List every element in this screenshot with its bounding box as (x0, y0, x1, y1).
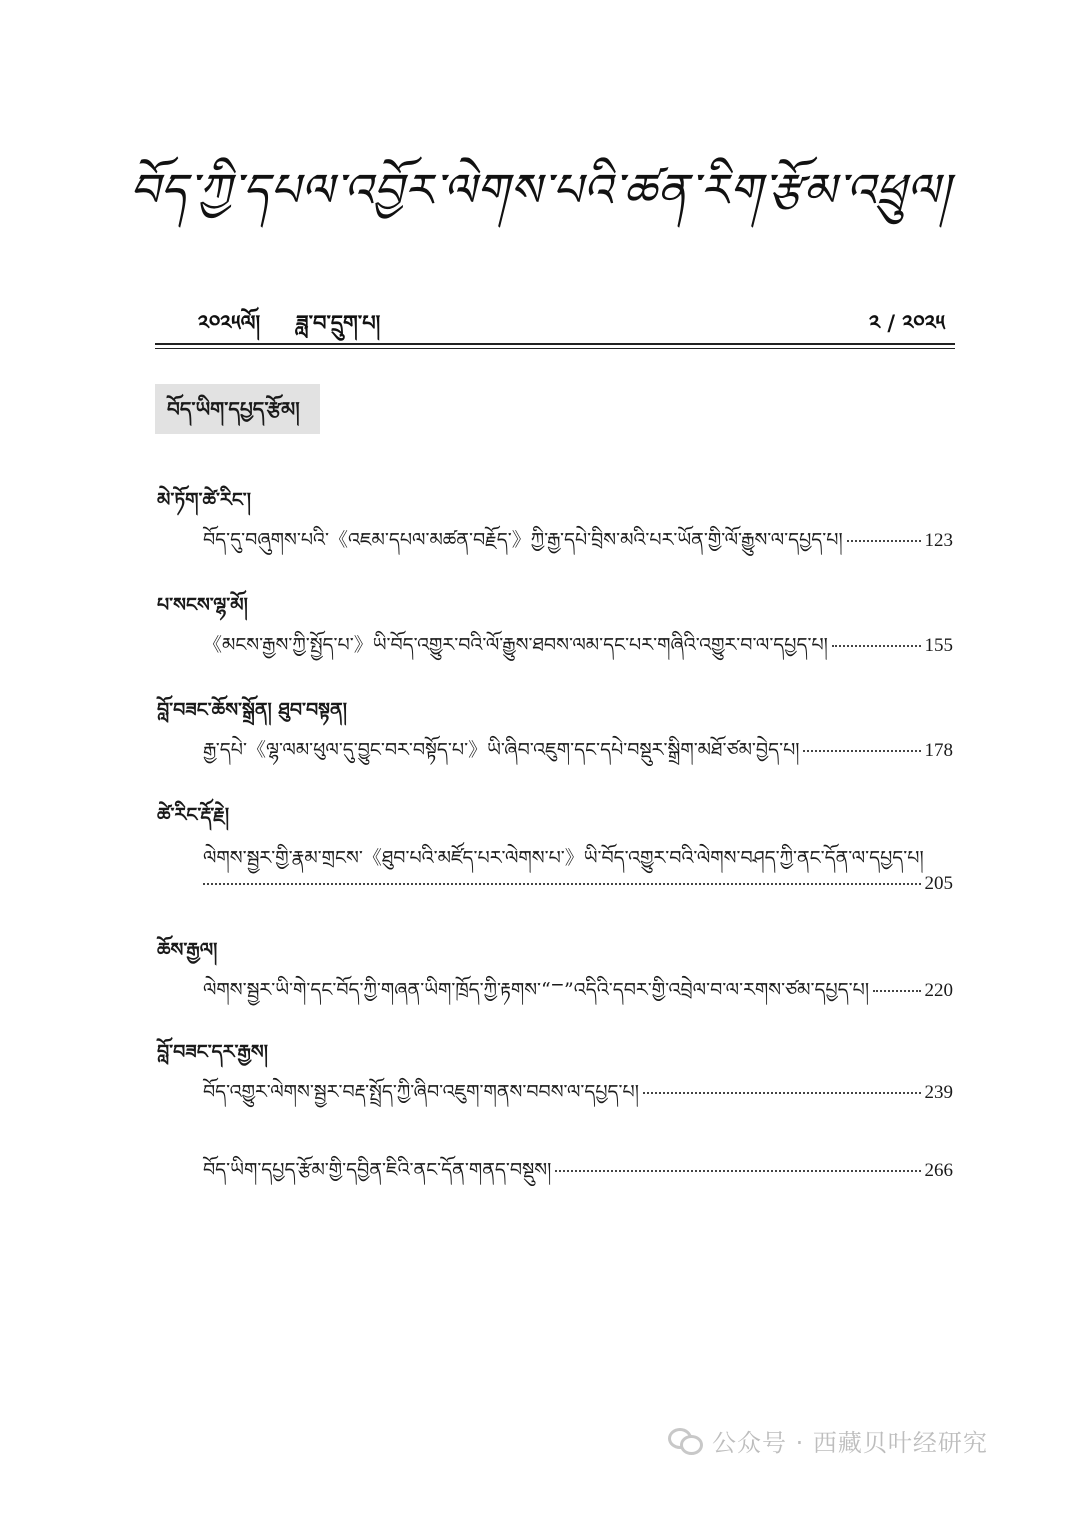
author-name: བློ་བཟང་དར་རྒྱས། (157, 1041, 268, 1063)
leader-dots (203, 883, 921, 885)
author-name: ཚེ་རིང་རྡོ་རྗེ། (157, 804, 230, 826)
leader-dots (847, 540, 921, 542)
article-title: 《མངས་རྒྱས་ཀྱི་སྤྱོད་པ་》ཡི་བོད་འགྱུར་བའི་ལོ་རྒྱུས་ཐབས་ལམ་དང་པར་གཞིའི་འགྱུར་བ་ལ་དཔྱད་པ། (203, 634, 828, 656)
leader-dots (803, 750, 920, 752)
section-heading: བོད་ཡིག་དཔྱད་རྩོམ། (155, 384, 320, 434)
author-name: མེ་ཏོག་ཚེ་རིང་། (157, 489, 252, 511)
issue-period: ཟླ་བ་དྲུག་པ། (296, 310, 381, 335)
divider-thick (155, 343, 955, 345)
toc-entry[interactable] (203, 623, 953, 656)
journal-title: བོད་ཀྱི་དཔལ་འབྱོར་ལེགས་པའི་ཚན་རིག་རྩོམ་འཕྲུལ། (129, 163, 951, 217)
article-title: བོད་དུ་བཞུགས་པའི་《འཇམ་དཔལ་མཚན་བརྗོད་》ཀྱི་རྒྱ་དཔེ་བྲིས་མའི་པར་ཡོན་གྱི་ལོ་རྒྱུས་ལ་དཔྱད་པ། (203, 529, 843, 551)
article-title: རྒྱ་དཔེ་《ལྷ་ལམ་ཕུལ་དུ་བྱུང་བར་བསྟོད་པ་》ཡི་ཞིབ་འཇུག་དང་དཔེ་བསྡུར་སྒྲིག་མཐོ་ཙམ་བྱེད་པ། (203, 739, 800, 761)
leader-dots (832, 645, 921, 647)
toc-entry[interactable] (203, 1070, 953, 1103)
wechat-icon (668, 1426, 702, 1454)
author-name: བློ་བཟང་ཆོས་སྒྲོན། ཐུབ་བསྟན། (157, 699, 347, 721)
page-number: 155 (924, 635, 953, 656)
article-title: བོད་འགྱུར་ལེགས་སྦྱར་བརྡ་སྤྲོད་ཀྱི་ཞིབ་འཇུག་གནས་བབས་ལ་དཔྱད་པ། (203, 1081, 639, 1103)
article-title: ལེགས་སྦྱར་ཡི་གེ་དང་བོད་ཀྱི་གཞན་ཡིག་ཁྲོད་ཀྱི་རྟགས་“ꣻ”འདིའི་དབར་གྱི་འབྲེལ་བ་ལ་རགས་ཙམ་དཔྱད་པ། (203, 979, 870, 1001)
toc-entry[interactable] (203, 728, 953, 761)
toc-entry[interactable] (203, 968, 953, 1001)
toc-entry[interactable] (203, 518, 953, 551)
page-number: 123 (924, 530, 953, 551)
leader-dots (555, 1170, 920, 1172)
toc-entry-continuation[interactable] (203, 873, 953, 903)
page-number: 266 (924, 1160, 953, 1181)
issue-year: ༢༠༢༥ལོ། (198, 310, 261, 335)
article-title: བོད་ཡིག་དཔྱད་རྩོམ་གྱི་དབྱིན་ཇིའི་ནང་དོན་གནད་བསྡུས། (203, 1159, 552, 1181)
page-number: 220 (924, 980, 953, 1001)
page-number: 178 (924, 740, 953, 761)
page-number: 205 (924, 873, 953, 894)
author-name: པ་སངས་ལྷ་མོ། (157, 594, 248, 616)
article-title: ལེགས་སྦྱར་གྱི་རྣམ་གྲངས་《ཐུབ་པའི་མཛོད་པར་ལེགས་པ་》ཡི་བོད་འགྱུར་བའི་ལེགས་བཤད་ཀྱི་ནང་དོན་ལ་དཔྱད་པ། (203, 847, 924, 869)
toc-entry[interactable] (203, 1148, 953, 1181)
issue-number: ༢ / ༢༠༢༥ (869, 310, 945, 335)
leader-dots (873, 990, 920, 992)
divider-thin (155, 348, 955, 349)
watermark-text: 公众号 · 西藏贝叶经研究 (712, 1428, 988, 1457)
leader-dots (643, 1092, 921, 1094)
page-number: 239 (924, 1082, 953, 1103)
author-name: ཆོས་རྒྱལ། (157, 939, 218, 961)
watermark (668, 1422, 988, 1458)
issue-bar (198, 300, 945, 334)
toc-entry[interactable] (203, 836, 953, 869)
